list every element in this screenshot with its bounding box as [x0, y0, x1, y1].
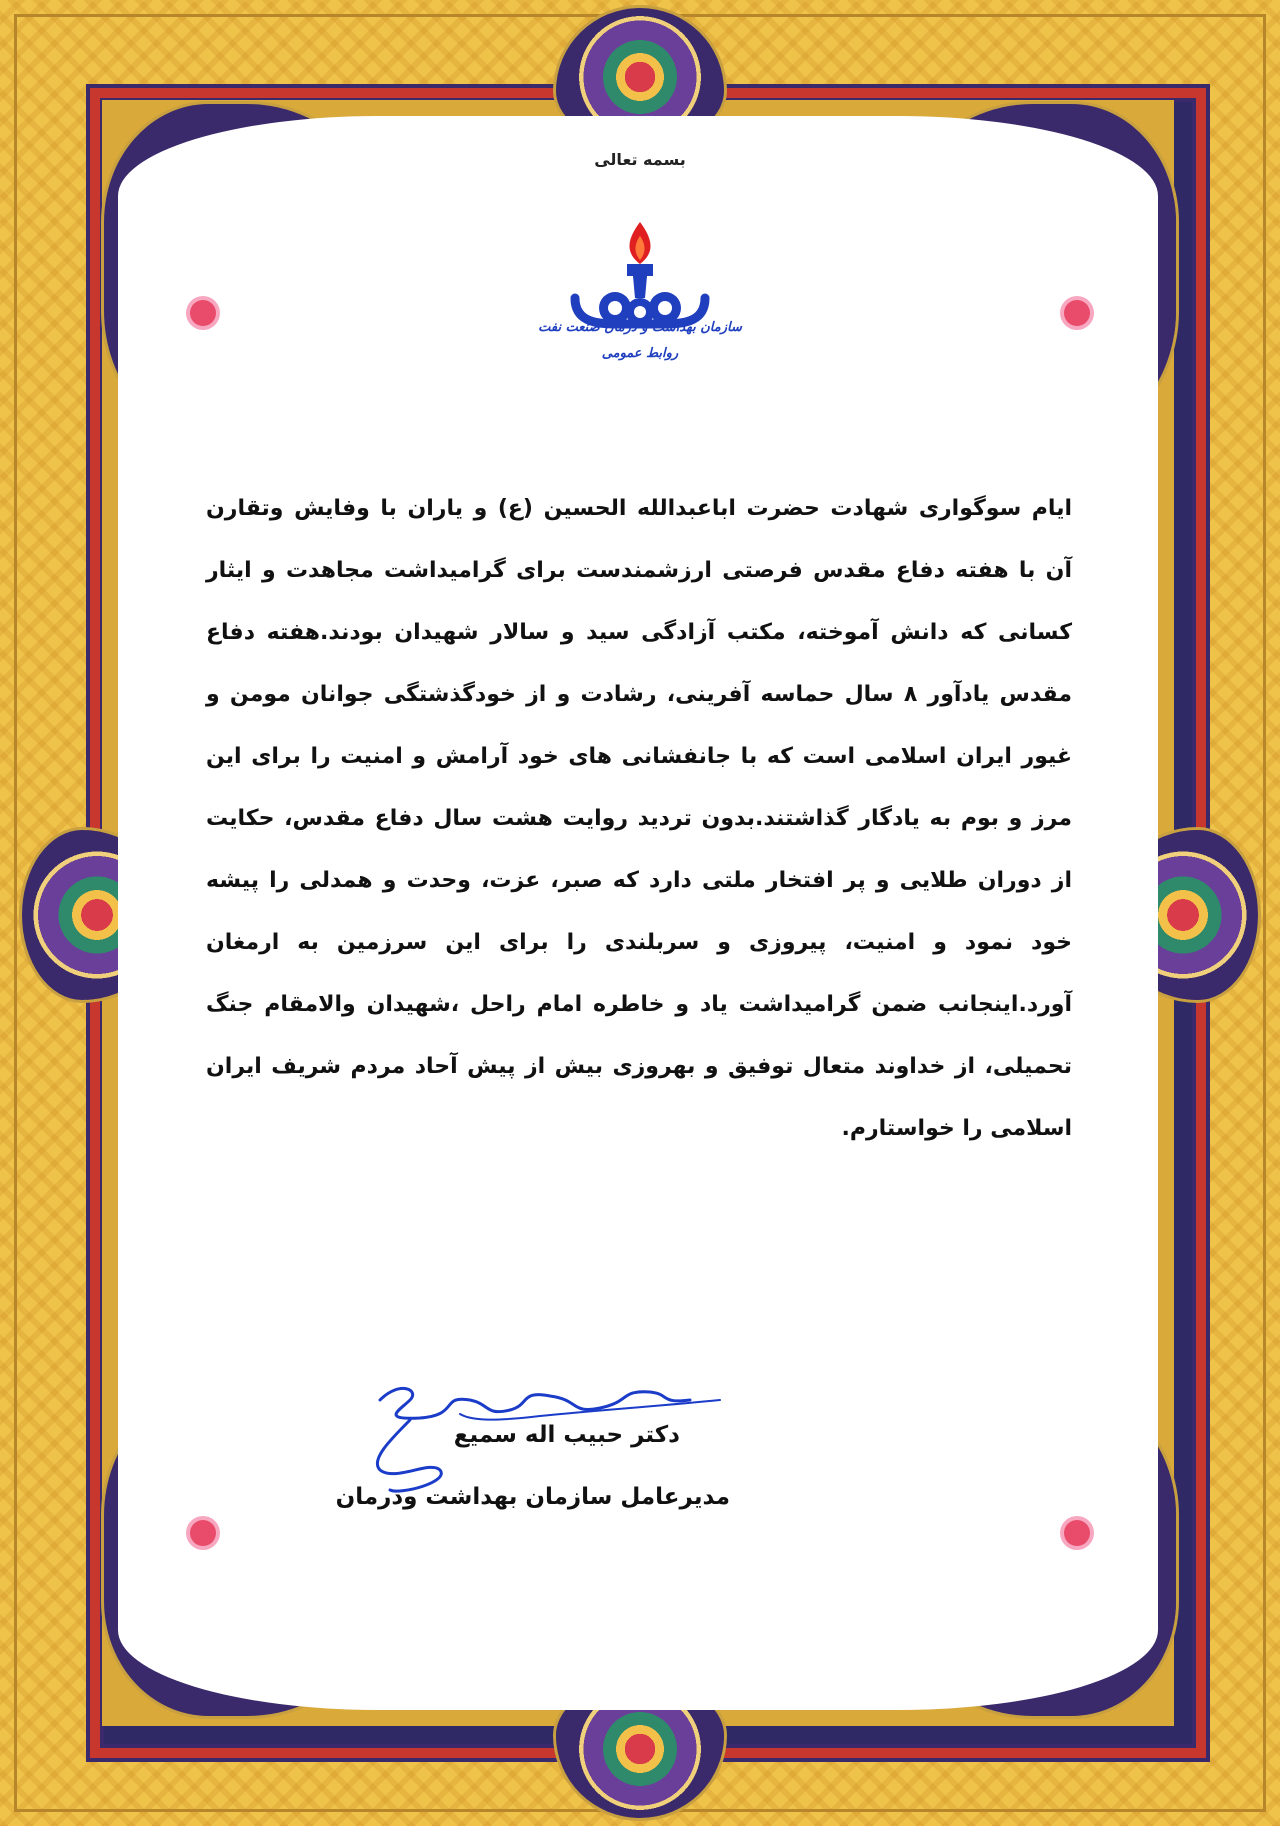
flower-icon — [190, 1520, 216, 1546]
flower-icon — [1064, 300, 1090, 326]
logo-organization-text: سازمان بهداشت و درمان صنعت نفت — [538, 320, 742, 335]
signer-name: دکتر حبیب اله سمیع — [453, 1422, 680, 1448]
basmala-heading: بسمه تعالی — [594, 150, 686, 169]
logo-department-text: روابط عمومی — [601, 346, 679, 361]
letter-body: ایام سوگواری شهادت حضرت اباعبدالله الحسین (ع) و یاران با وفایش وتقارن آن با هفته دفاع مقدس فرصتی ارزشمندست برای گرامیداشت مجاهدت و ایثار کسانی که دانش آموخته، مکتب آزادگی سید و سالار شهیدان بودند.هفته دفاع مقدس یادآور ۸ سال حماسه آفرینی، رشادت و از خودگذشتگی جوانان مومن و غیور ایران اسلامی است که با جانفشانی های خود آرامش و امنیت را برای این مرز و بوم به یادگار گذاشتند.بدون تردید روایت هشت سال دفاع مقدس، حکایت از دوران طلایی و پر افتخار ملتی دارد که صبر، عزت، وحدت و همدلی را پیشه خود نمود و امنیت، پیروزی و سربلندی را برای این سرزمین به ارمغان آورد.اینجانب ضمن گرامیداشت یاد و خاطره امام راحل ،شهیدان والامقام جنگ تحمیلی، از خداوند متعال توفیق و بهروزی بیش از پیش آحاد مردم شریف ایران اسلامی را خواستارم. — [206, 496, 1072, 1141]
signer-title: مدیرعامل سازمان بهداشت ودرمان — [335, 1484, 730, 1510]
flower-icon — [1064, 1520, 1090, 1546]
flower-icon — [190, 300, 216, 326]
